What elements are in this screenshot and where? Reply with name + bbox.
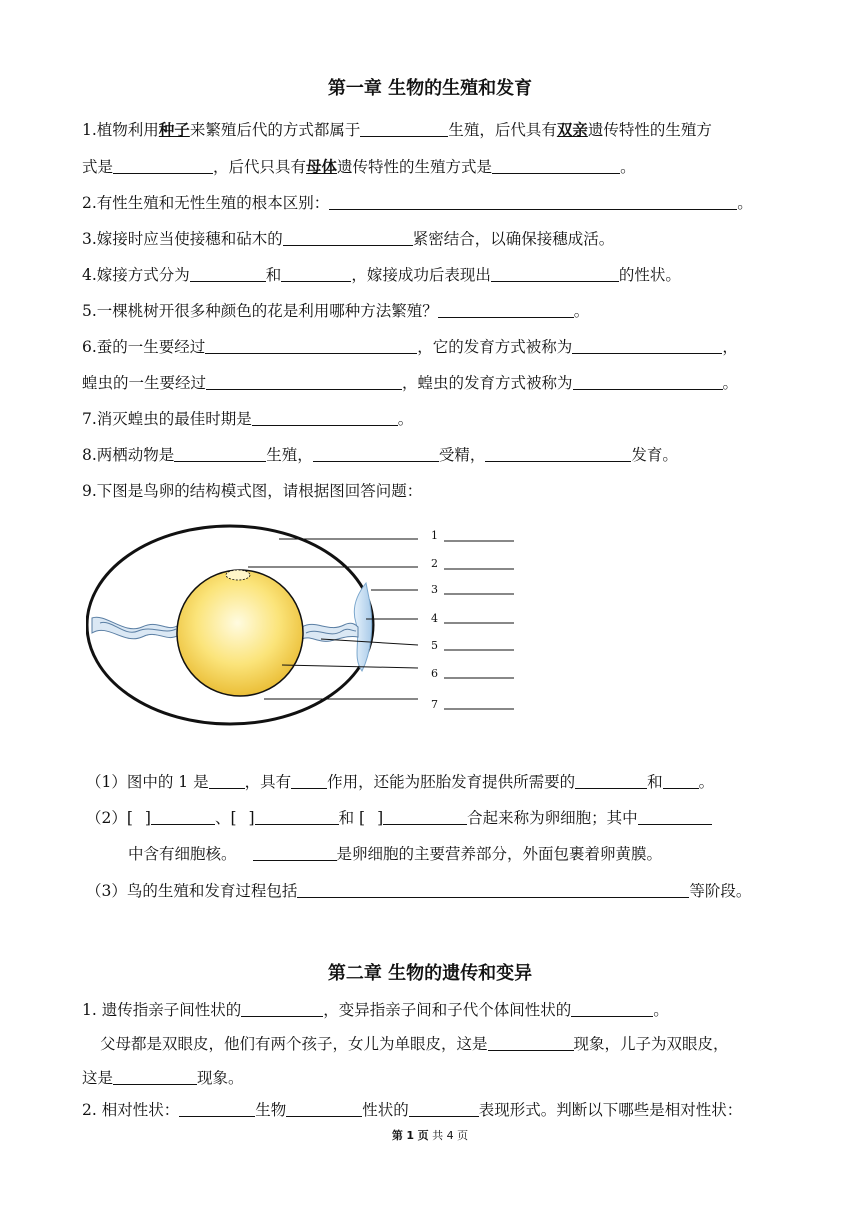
bracket-blank[interactable] — [365, 809, 377, 825]
blank[interactable] — [113, 1068, 197, 1085]
diagram-label-4: 4 — [431, 612, 438, 625]
chapter2-question-2: 2. 相对性状： 生物 性状的 表现形式。判断以下哪些是相对性状： — [82, 1101, 743, 1119]
bracket-blank[interactable] — [237, 809, 249, 825]
blank[interactable] — [663, 772, 699, 789]
blank[interactable] — [297, 881, 689, 898]
blank[interactable] — [151, 808, 215, 825]
blank[interactable] — [313, 445, 439, 462]
chapter2-title: 第二章 生物的遗传和变异 — [327, 963, 533, 984]
blank[interactable] — [179, 1100, 255, 1117]
question-5: 5.一棵桃树开很多种颜色的花是利用哪种方法繁殖？ 。 — [82, 302, 590, 320]
blank[interactable] — [291, 772, 327, 789]
question-7: 7.消灭蝗虫的最佳时期是 。 — [82, 410, 414, 428]
sub-question-1: （1）图中的 1 是 ，具有 作用，还能为胚胎发育提供所需要的 和 。 — [86, 773, 715, 791]
blank[interactable] — [571, 1000, 653, 1017]
blank[interactable] — [281, 265, 351, 282]
sub-question-2-line2: 中含有细胞核。 是卵细胞的主要营养部分，外面包裹着卵黄膜。 — [128, 845, 663, 863]
bracket-blank[interactable] — [133, 809, 145, 825]
blank[interactable] — [252, 409, 398, 426]
diagram-label-1: 1 — [431, 529, 438, 542]
blank[interactable] — [638, 808, 712, 825]
blank[interactable] — [206, 373, 402, 390]
question-1-line2: 式是 ，后代只具有母体遗传特性的生殖方式是 。 — [82, 157, 636, 176]
sub-question-3: （3）鸟的生殖和发育过程包括 等阶段。 — [86, 882, 752, 900]
question-3: 3.嫁接时应当使接穗和砧木的 紧密结合，以确保接穗成活。 — [82, 230, 615, 248]
blank[interactable] — [209, 772, 245, 789]
question-2: 2.有性生殖和无性生殖的根本区别： 。 — [82, 194, 753, 212]
blank[interactable] — [573, 373, 723, 390]
question-4: 4.嫁接方式分为 和 ，嫁接成功后表现出 的性状。 — [82, 266, 681, 284]
page-number: 1 — [406, 1129, 415, 1142]
chapter2-question-1-line2: 父母都是双眼皮，他们有两个孩子，女儿为单眼皮，这是 现象，儿子为双眼皮， — [100, 1035, 729, 1053]
blank[interactable] — [409, 1100, 479, 1117]
total-pages: 4 — [446, 1129, 454, 1142]
diagram-label-7: 7 — [431, 698, 438, 711]
sub-question-2-line1: （2）[ ] 、[ ] 和 [ ] 合起来称为卵细胞；其中 — [86, 808, 712, 828]
blank[interactable] — [329, 193, 737, 210]
blank[interactable] — [174, 445, 266, 462]
blank[interactable] — [572, 337, 722, 354]
bird-egg-diagram — [86, 515, 526, 735]
diagram-label-6: 6 — [431, 667, 438, 680]
blank[interactable] — [491, 265, 619, 282]
blank[interactable] — [488, 1034, 574, 1051]
blank[interactable] — [241, 1000, 323, 1017]
chapter1-title: 第一章 生物的生殖和发育 — [327, 78, 533, 99]
diagram-label-2: 2 — [431, 557, 438, 570]
diagram-label-5: 5 — [431, 639, 438, 652]
yolk — [177, 570, 303, 696]
blank[interactable] — [575, 772, 647, 789]
question-1-line1: 1.植物利用种子来繁殖后代的方式都属于 生殖，后代具有双亲遗传特性的生殖方 — [82, 120, 712, 139]
blank[interactable] — [255, 808, 339, 825]
blank[interactable] — [485, 445, 631, 462]
page-footer: 第 1 页 共 4 页 — [391, 1129, 469, 1142]
chapter2-question-1-line3: 这是 现象。 — [82, 1069, 244, 1087]
blank[interactable] — [283, 229, 413, 246]
question-9: 9.下图是鸟卵的结构模式图，请根据图回答问题： — [82, 482, 423, 500]
blank[interactable] — [113, 157, 213, 174]
question-8: 8.两栖动物是 生殖， 受精， 发育。 — [82, 446, 678, 464]
blank[interactable] — [190, 265, 266, 282]
question-6-line2: 蝗虫的一生要经过 ，蝗虫的发育方式被称为 。 — [82, 374, 739, 392]
germinal-disc — [226, 570, 250, 580]
blank[interactable] — [360, 120, 448, 137]
blank[interactable] — [438, 301, 574, 318]
question-6-line1: 6.蚕的一生要经过 ，它的发育方式被称为 ， — [82, 338, 738, 356]
blank[interactable] — [286, 1100, 362, 1117]
chapter2-question-1-line1: 1. 遗传指亲子间性状的 ，变异指亲子间和子代个体间性状的 。 — [82, 1001, 669, 1019]
blank[interactable] — [383, 808, 467, 825]
blank[interactable] — [205, 337, 417, 354]
blank[interactable] — [253, 844, 337, 861]
diagram-label-3: 3 — [431, 583, 438, 596]
blank[interactable] — [492, 157, 620, 174]
